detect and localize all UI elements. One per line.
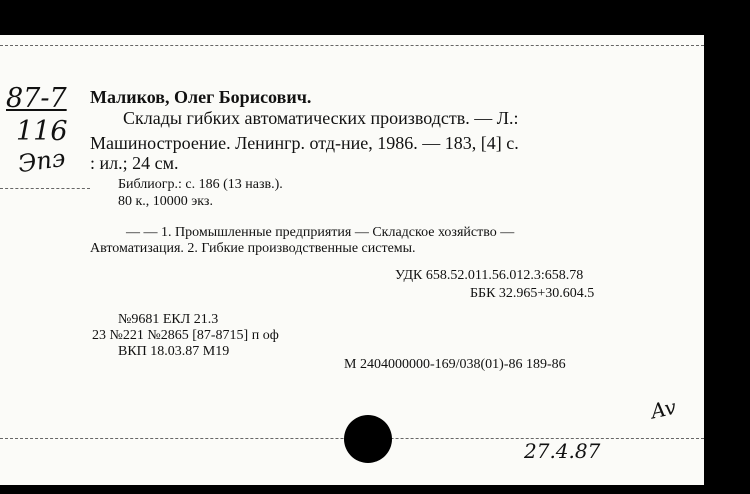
title-line-1: Склады гибких автоматических производств. — Л.: xyxy=(123,108,519,128)
shelf-number: 116 xyxy=(16,116,68,147)
handwritten-initials: Av xyxy=(648,394,679,424)
title-line-3: : ил.; 24 см. xyxy=(90,153,179,173)
left-margin-rule xyxy=(0,188,90,189)
udk-code: УДК 658.52.011.56.012.3:658.78 xyxy=(395,268,584,283)
reference-line-2: 23 №221 №2865 [87-8715] п оф xyxy=(92,328,279,343)
subjects-line-1: — — 1. Промышленные предприятия — Складское хозяйство — xyxy=(126,225,515,240)
bibliography-note: Библиогр.: с. 186 (13 назв.). xyxy=(118,177,283,192)
shelf-code: 87-7 xyxy=(6,83,67,114)
author: Маликов, Олег Борисович. xyxy=(90,87,312,107)
subjects-line-2: Автоматизация. 2. Гибкие производственные системы. xyxy=(90,241,416,256)
handwritten-date: 27.4.87 xyxy=(524,439,601,463)
handwritten-note: Эпэ xyxy=(16,143,67,179)
bbk-code: ББК 32.965+30.604.5 xyxy=(470,286,595,301)
title-line-2: Машиностроение. Ленингр. отд-ние, 1986. — 183, [4] с. xyxy=(90,133,519,153)
reference-line-1: №9681 ЕКЛ 21.3 xyxy=(118,312,219,327)
price-and-print-run: 80 к., 10000 экз. xyxy=(118,194,213,209)
publisher-code: М 2404000000-169/038(01)-86 189-86 xyxy=(344,357,566,372)
top-rule xyxy=(0,45,704,46)
punch-hole xyxy=(344,415,392,463)
catalog-card xyxy=(0,35,704,485)
reference-line-3: ВКП 18.03.87 М19 xyxy=(118,344,230,359)
